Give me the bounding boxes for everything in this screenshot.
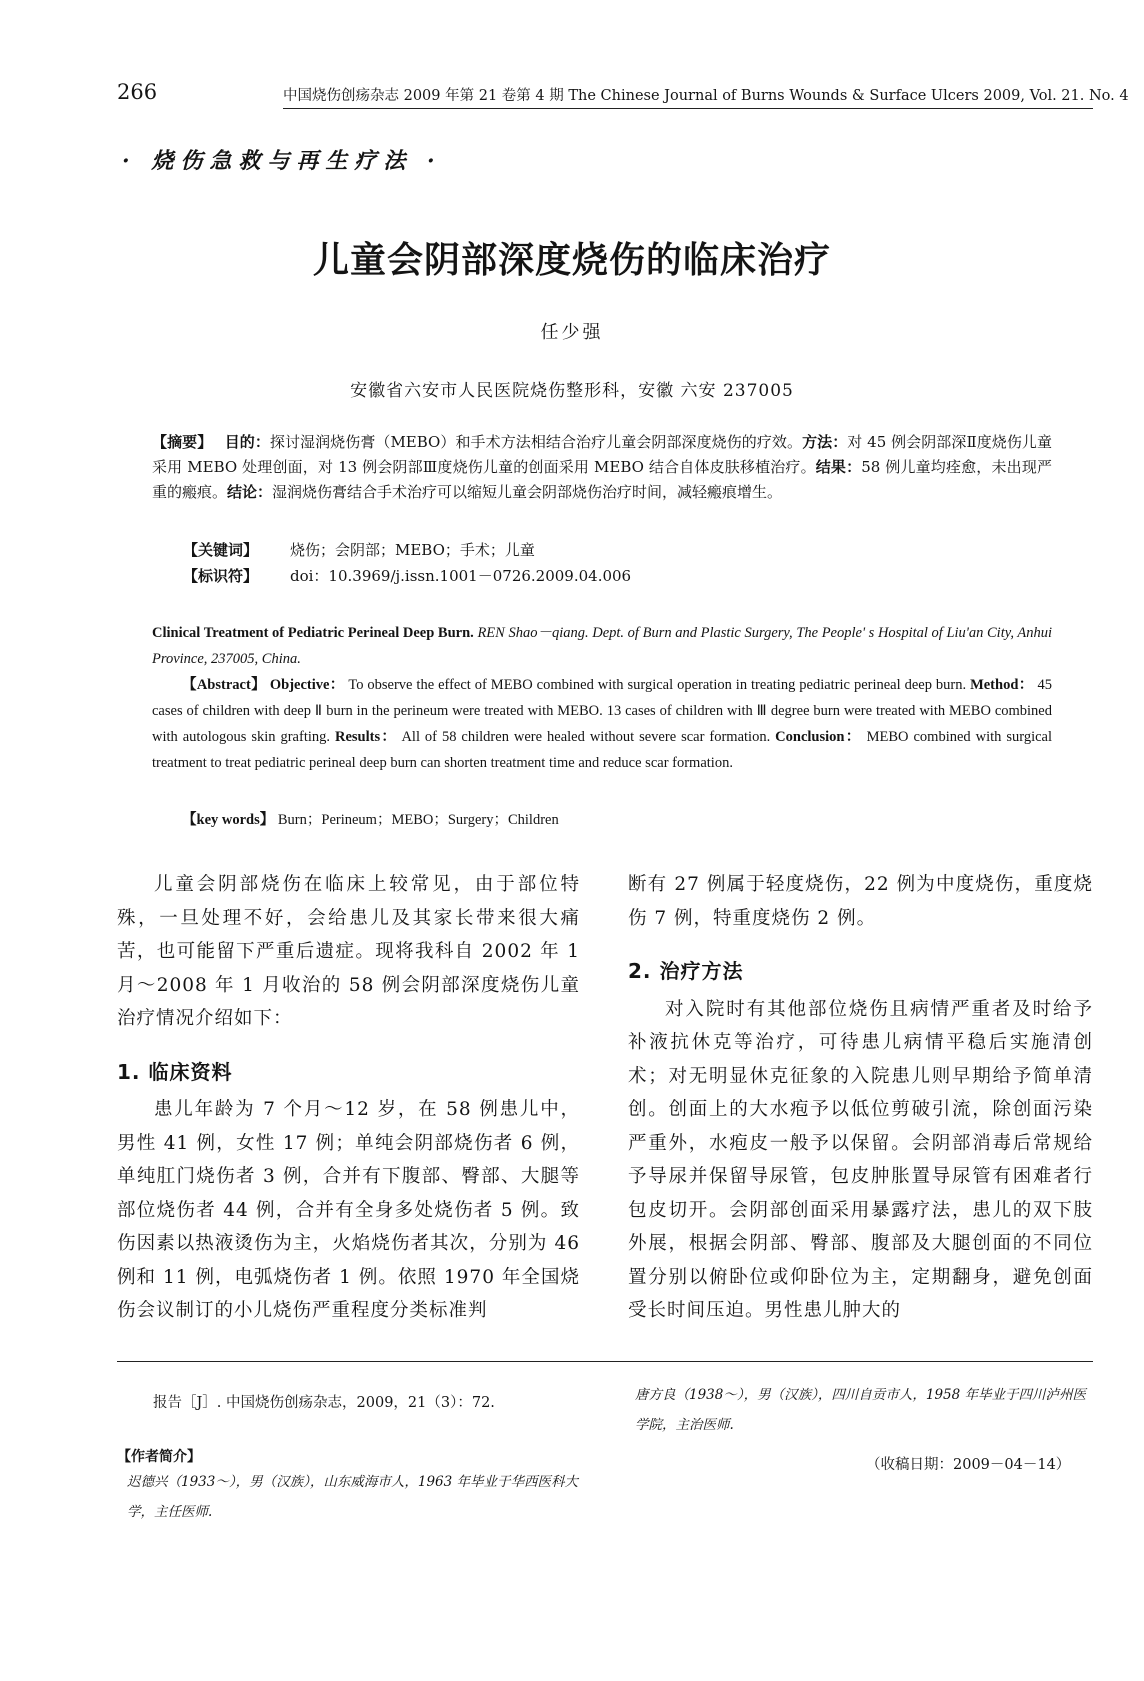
abstract-en-label: 【Abstract】 (182, 677, 266, 693)
author-bio-1: 迟德兴（1933～），男（汉族），山东威海市人，1963 年毕业于华西医科大学，主任医师. (127, 1474, 579, 1520)
keywords-cn: 烧伤；会阴部；MEBO；手术；儿童 (290, 541, 535, 559)
keywords-cn-row (183, 539, 535, 560)
body-column-left (117, 868, 580, 1328)
footer-divider (117, 1361, 1093, 1362)
abstract-label: 【摘要】 (152, 433, 205, 451)
continuation-paragraph: 断有 27 例属于轻度烧伤，22 例为中度烧伤，重度烧伤 7 例，特重度烧伤 2 例。 (628, 874, 1093, 929)
body-column-right (628, 868, 1093, 1328)
abstract-chinese (152, 430, 1052, 505)
article-title: 儿童会阴部深度烧伤的临床治疗 (312, 240, 831, 281)
identifier-row (183, 565, 631, 586)
results-en: All of 58 children were healed without severe scar formation. (401, 729, 771, 745)
page-number: 266 (117, 80, 158, 104)
author-bio-label: 【作者简介】 (117, 1449, 201, 1465)
affiliation: 安徽省六安市人民医院烧伤整形科，安徽 六安 237005 (350, 381, 794, 401)
running-header: 中国烧伤创疡杂志 2009 年第 21 卷第 4 期 The Chinese Journal of Burns Wounds & Surface Ulcers 2009, Vol. 21. No. 4 (283, 84, 1093, 109)
english-title: Clinical Treatment of Pediatric Perineal Deep Burn. (152, 625, 474, 641)
english-authors: REN Shao－qiang. Dept. of Burn and Plastic Surgery, The People' s Hospital of Liu'an City, Anhui Province, 237005, China. (152, 625, 1053, 667)
section-1-heading: 1. 临床资料 (117, 1059, 233, 1084)
method-en-label: Method： (970, 677, 1034, 693)
method-label: 方法： (802, 433, 848, 451)
abstract-english (152, 620, 1052, 776)
conclusion-text: 湿润烧伤膏结合手术治疗可以缩短儿童会阴部烧伤治疗时间，减轻瘢痕增生。 (272, 483, 783, 501)
result-text: 58 例儿童均痊愈，未出现严重的瘢痕。 (152, 458, 1052, 501)
keywords-cn-label: 【关键词】 (183, 541, 259, 559)
footer-reference: 报告［J］. 中国烧伤创疡杂志，2009，21（3）：72. (153, 1395, 495, 1411)
objective-text: 探讨湿润烧伤膏（MEBO）和手术方法相结合治疗儿童会阴部深度烧伤的疗效。 (269, 433, 803, 451)
author: 任少强 (540, 322, 604, 343)
results-en-label: Results： (334, 729, 398, 745)
method-text: 对 45 例会阴部深Ⅱ度烧伤儿童采用 MEBO 处理创面，对 13 例会阴部Ⅲ度烧伤儿童的创面采用 MEBO 结合自体皮肤移植治疗。 (152, 433, 1052, 476)
objective-label: 目的： (224, 433, 270, 451)
identifier-label: 【标识符】 (183, 567, 259, 585)
keywords-en-label: 【key words】 (182, 812, 275, 828)
keywords-en-row (182, 808, 559, 829)
objective-en: To observe the effect of MEBO combined with surgical operation in treating pediatric perineal deep burn. (348, 677, 967, 693)
doi: doi：10.3969/j.issn.1001－0726.2009.04.006 (290, 567, 632, 585)
result-label: 结果： (815, 458, 862, 476)
section-2-paragraph: 对入院时有其他部位烧伤且病情严重者及时给予补液抗休克等治疗，可待患儿病情平稳后实施清创术；对无明显休克征象的入院患儿则早期给予简单清创。创面上的大水疱予以低位剪破引流，除创面污染严重外，水疱皮一般予以保留。会阴部消毒后常规给予导尿并保留导尿管，包皮肿胀置导尿管有困难者行包皮切开。会阴部创面采用暴露疗法，患儿的双下肢外展，根据会阴部、臀部、腹部及大腿创面的不同位置分别以俯卧位或仰卧位为主，定期翻身，避免创面受长时间压迫。男性患儿肿大的 (628, 998, 1093, 1321)
received-date: （收稿日期：2009－04－14） (866, 1457, 1071, 1473)
conclusion-en-label: Conclusion： (775, 729, 862, 745)
section-1-paragraph: 患儿年龄为 7 个月～12 岁，在 58 例患儿中，男性 41 例，女性 17 例；单纯会阴部烧伤者 6 例，单纯肛门烧伤者 3 例，合并有下腹部、臀部、大腿等部位烧伤者 44 例，合并有全身多处烧伤者 5 例。致伤因素以热液烫伤为主，火焰烧伤者其次，分别为 46 例和 11 例，电弧烧伤者 1 例。依照 1970 年全国烧伤会议制订的小儿烧伤严重程度分类标准判 (117, 1099, 580, 1321)
method-en: 45 cases of children with deep Ⅱ burn in the perineum were treated with MEBO. 13 cases of children with Ⅲ degree burn were treated with MEBO combined with autologous skin grafting. (152, 677, 1052, 745)
author-bio-2: 唐方良（1938～），男（汉族），四川自贡市人，1958 年毕业于四川泸州医学院，主治医师. (635, 1387, 1087, 1433)
objective-en-label: Objective： (269, 677, 345, 693)
intro-paragraph: 儿童会阴部烧伤在临床上较常见，由于部位特殊，一旦处理不好，会给患儿及其家长带来很大痛苦，也可能留下严重后遗症。现将我科自 2002 年 1 月～2008 年 1 月收治的 58 例会阴部深度烧伤儿童治疗情况介绍如下： (117, 874, 580, 1029)
conclusion-label: 结论： (227, 483, 273, 501)
keywords-en: Burn；Perineum；MEBO；Surgery；Children (277, 812, 559, 828)
conclusion-en: MEBO combined with surgical treatment to treat pediatric perineal deep burn can shorten treatment time and reduce scar formation. (152, 729, 1052, 771)
section-column-label: · 烧伤急救与再生疗法 · (122, 148, 442, 174)
section-2-heading: 2. 治疗方法 (628, 959, 744, 983)
